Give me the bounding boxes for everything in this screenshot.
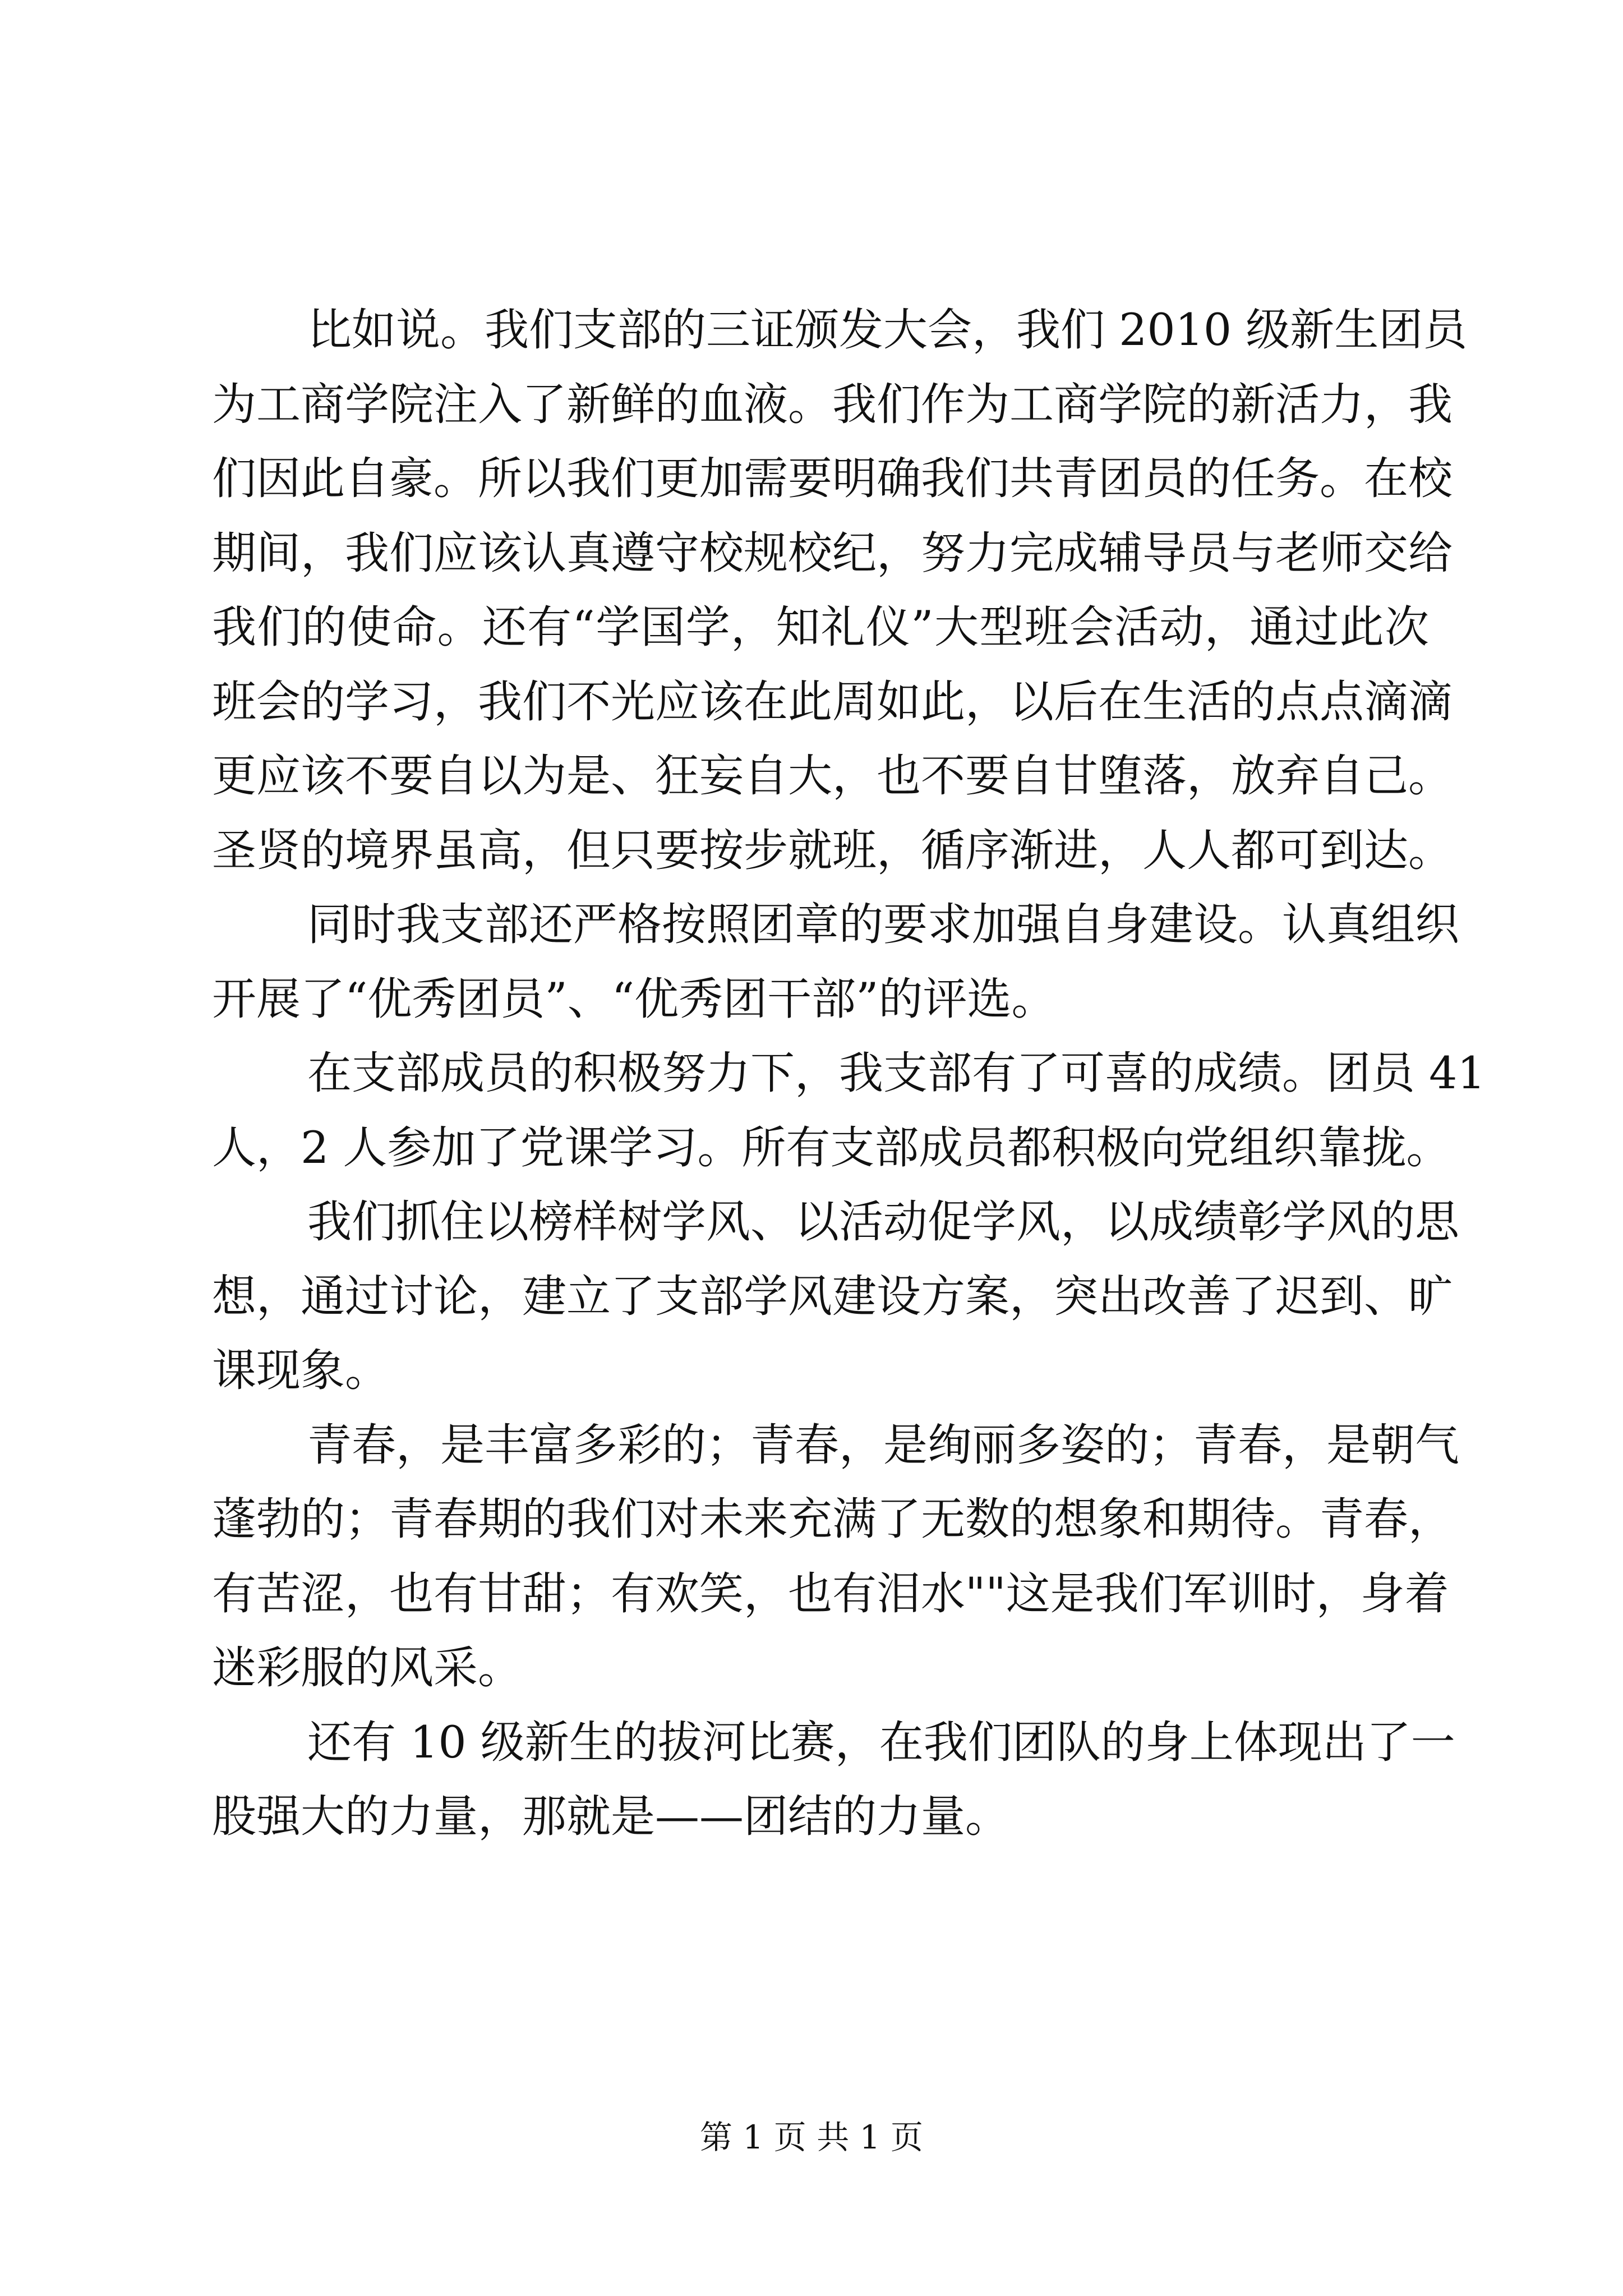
- text-line: 股强大的力量，那就是——团结的力量。: [212, 1791, 1009, 1842]
- text-line: 在支部成员的积极努力下，我支部有了可喜的成绩。团员 41: [307, 1047, 1486, 1099]
- paragraph: [212, 1185, 1459, 1408]
- document-body: [212, 293, 1486, 1854]
- paragraph: [212, 887, 1459, 1036]
- text-line: 更应该不要自以为是、狂妄自大，也不要自甘堕落，放弃自己。: [212, 750, 1453, 802]
- text-line: 开展了“优秀团员”、“优秀团干部”的评选。: [212, 973, 1056, 1025]
- paragraph: [212, 293, 1468, 887]
- text-line: 期间，我们应该认真遵守校规校纪，努力完成辅导员与老师交给: [212, 527, 1453, 579]
- text-line: 迷彩服的风采。: [212, 1642, 522, 1694]
- paragraph: [212, 1705, 1455, 1854]
- text-line: 课现象。: [212, 1345, 389, 1396]
- text-line: 人，2 人参加了党课学习。所有支部成员都积极向党组织靠拢。: [212, 1121, 1451, 1174]
- text-line: 比如说。我们支部的三证颁发大会，我们 2010 级新生团员: [307, 304, 1468, 356]
- text-line: 我们的使命。还有“学国学，知礼仪”大型班会活动，通过此次: [212, 601, 1429, 653]
- paragraph: [212, 1408, 1459, 1705]
- text-line: 圣贤的境界虽高，但只要按步就班，循序渐进，人人都可到达。: [212, 824, 1453, 876]
- page-footer: 第 1 页 共 1 页: [700, 2118, 923, 2156]
- text-line: 想，通过讨论，建立了支部学风建设方案，突出改善了迟到、旷: [212, 1270, 1453, 1322]
- text-line: 还有 10 级新生的拔河比赛，在我们团队的身上体现出了一: [307, 1716, 1455, 1768]
- text-line: 我们抓住以榜样树学风、以活动促学风，以成绩彰学风的思: [307, 1196, 1459, 1248]
- text-line: 同时我支部还严格按照团章的要求加强自身建设。认真组织: [307, 899, 1459, 950]
- text-line: 为工商学院注入了新鲜的血液。我们作为工商学院的新活力，我: [212, 378, 1453, 430]
- text-line: 们因此自豪。所以我们更加需要明确我们共青团员的任务。在校: [212, 453, 1453, 504]
- paragraph: [212, 1036, 1486, 1185]
- text-line: 班会的学习，我们不光应该在此周如此，以后在生活的点点滴滴: [212, 675, 1453, 728]
- text-line: 青春，是丰富多彩的；青春，是绚丽多姿的；青春，是朝气: [307, 1419, 1459, 1471]
- text-line: 蓬勃的；青春期的我们对未来充满了无数的想象和期待。青春，: [212, 1493, 1453, 1545]
- text-line: 有苦涩，也有甘甜；有欢笑，也有泪水""这是我们军训时，身着: [212, 1567, 1449, 1619]
